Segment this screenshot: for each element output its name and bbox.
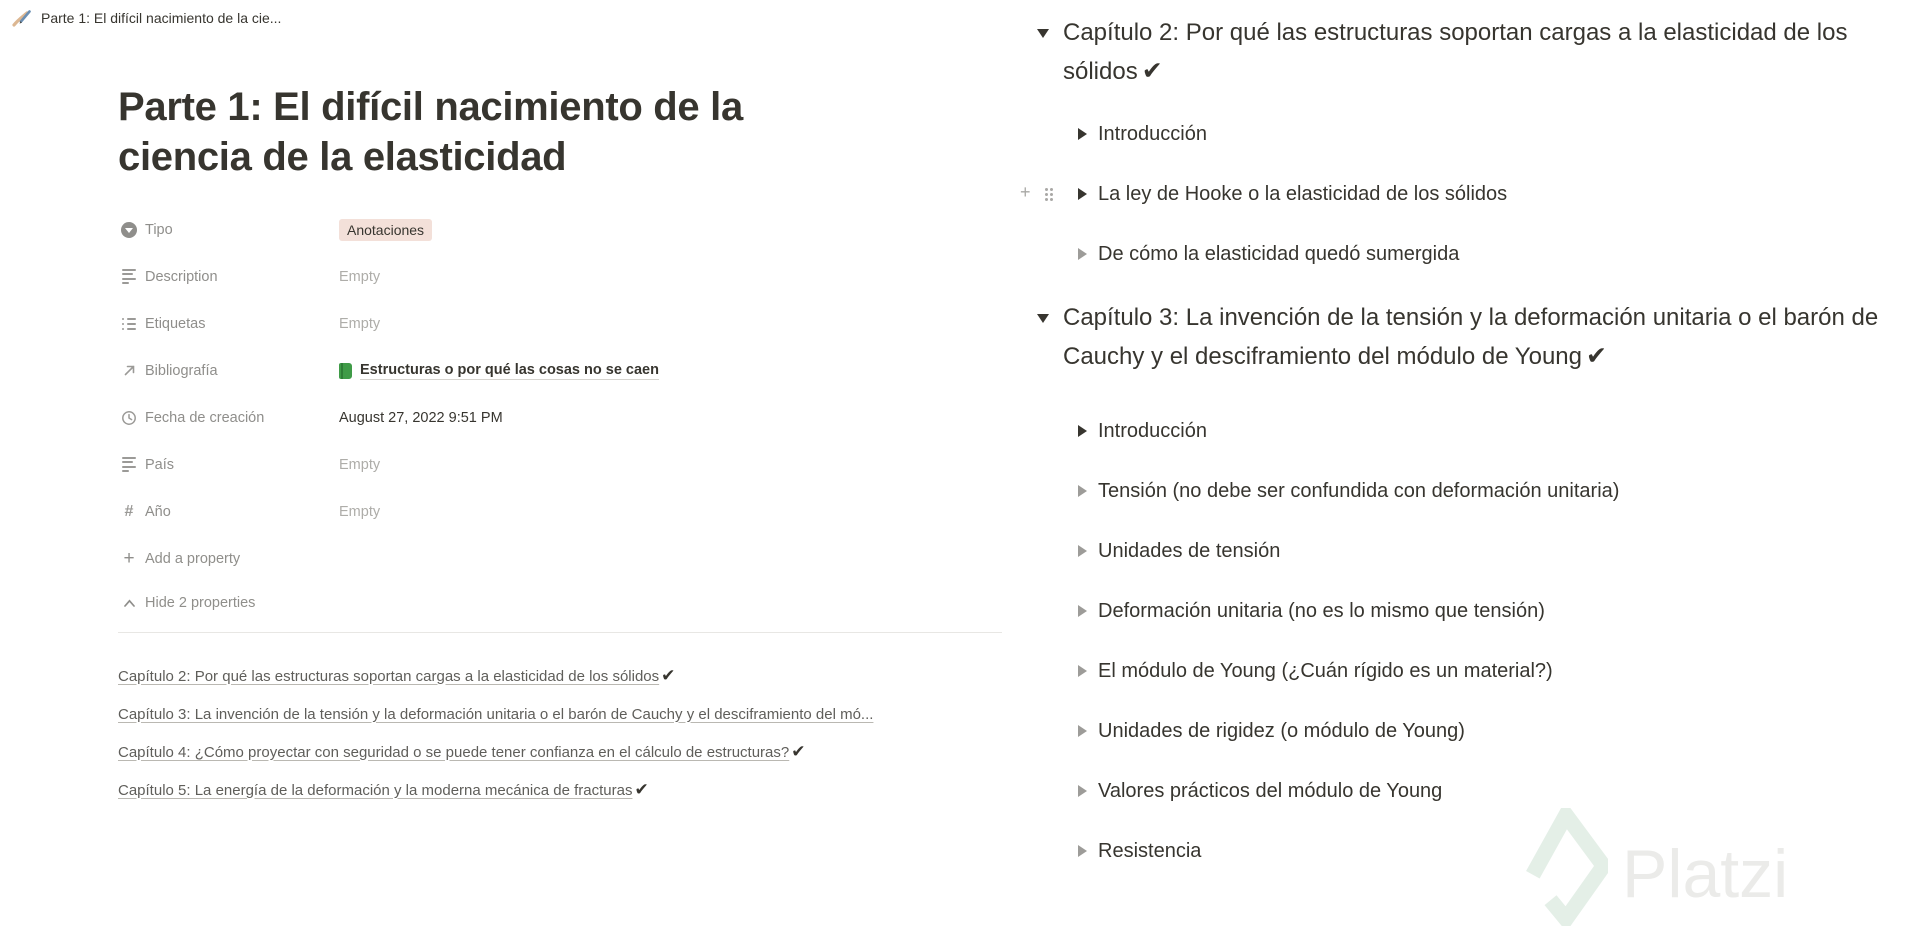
property-value[interactable] bbox=[339, 219, 432, 241]
platzi-watermark bbox=[1524, 808, 1788, 926]
bibliography-page-link[interactable]: Estructuras o por qué las cosas no se caen bbox=[360, 361, 659, 378]
outline-item bbox=[1078, 536, 1898, 566]
text-icon bbox=[120, 456, 138, 474]
toggle-right-icon[interactable] bbox=[1078, 665, 1087, 677]
property-row[interactable] bbox=[118, 347, 1008, 394]
list-icon bbox=[120, 315, 138, 333]
property-value[interactable]: Empty bbox=[339, 456, 381, 473]
chapter-page-link[interactable]: Capítulo 5: La energía de la deformación y la moderna mecánica de fracturas bbox=[118, 781, 633, 799]
add-block-button[interactable]: + bbox=[1020, 182, 1031, 202]
check-icon: ✔ bbox=[661, 666, 676, 686]
property-value[interactable] bbox=[339, 362, 659, 380]
outline-item bbox=[1078, 656, 1898, 686]
drag-handle-icon[interactable] bbox=[1045, 188, 1048, 191]
outline-item-text[interactable]: Unidades de tensión bbox=[1098, 539, 1281, 562]
property-row[interactable] bbox=[118, 441, 1008, 488]
property-value[interactable]: Empty bbox=[339, 268, 381, 285]
chapter-link-row bbox=[118, 657, 1008, 695]
chapter-link-row bbox=[118, 771, 1008, 809]
property-value[interactable]: August 27, 2022 9:51 PM bbox=[339, 409, 503, 426]
outline-item bbox=[1078, 596, 1898, 626]
outline-panel bbox=[1020, 0, 1898, 896]
property-row[interactable] bbox=[118, 394, 1008, 441]
chapter-page-link[interactable]: Capítulo 2: Por qué las estructuras soportan cargas a la elasticidad de los sólidos bbox=[118, 667, 660, 685]
toggle-down-icon[interactable] bbox=[1037, 314, 1049, 323]
outline-item-text[interactable]: De cómo la elasticidad quedó sumergida bbox=[1098, 242, 1460, 265]
toggle-right-icon[interactable] bbox=[1078, 605, 1087, 617]
outline-heading-text[interactable]: Capítulo 2: Por qué las estructuras soportan cargas a la elasticidad de los sólidos ✔ bbox=[1063, 19, 1848, 85]
check-icon: ✔ bbox=[791, 742, 806, 762]
chapter-link-row bbox=[118, 695, 1008, 733]
outline-item-text[interactable]: La ley de Hooke o la elasticidad de los sólidos bbox=[1098, 182, 1508, 205]
outline-item bbox=[1078, 716, 1898, 746]
property-label[interactable]: Año bbox=[145, 503, 171, 520]
property-value[interactable]: Empty bbox=[339, 315, 381, 332]
writing-hand-icon bbox=[12, 9, 32, 27]
chapter-link-list bbox=[118, 657, 1008, 809]
outline-item bbox=[1020, 179, 1898, 209]
chapter-page-link[interactable]: Capítulo 4: ¿Cómo proyectar con seguridad o se puede tener confianza en el cálculo de estructuras? bbox=[118, 743, 790, 761]
outline-chapter-heading bbox=[1036, 299, 1898, 376]
property-label[interactable]: Fecha de creación bbox=[145, 409, 265, 426]
platzi-wordmark: Platzi bbox=[1622, 836, 1789, 912]
toggle-right-icon[interactable] bbox=[1078, 845, 1087, 857]
outline-item bbox=[1078, 776, 1898, 806]
add-property-button[interactable]: + Add a property bbox=[118, 535, 1008, 582]
outline-item-text[interactable]: Unidades de rigidez (o módulo de Young) bbox=[1098, 719, 1465, 742]
outline-item-text[interactable]: Resistencia bbox=[1098, 839, 1202, 862]
check-icon: ✔ bbox=[1141, 56, 1163, 85]
property-row[interactable] bbox=[118, 206, 1008, 253]
property-label[interactable]: Tipo bbox=[145, 221, 173, 238]
outline-item-text[interactable]: Introducción bbox=[1098, 419, 1207, 442]
property-label[interactable]: Bibliografía bbox=[145, 362, 218, 379]
outline-item bbox=[1078, 239, 1898, 269]
tag-badge[interactable]: Anotaciones bbox=[339, 219, 432, 241]
property-list bbox=[118, 206, 1008, 535]
book-icon bbox=[339, 363, 352, 379]
property-label[interactable]: País bbox=[145, 456, 175, 473]
toggle-down-icon[interactable] bbox=[1037, 29, 1049, 38]
outline-item-text[interactable]: El módulo de Young (¿Cuán rígido es un material?) bbox=[1098, 659, 1553, 682]
outline-chapter-heading bbox=[1036, 14, 1898, 91]
platzi-logo-icon bbox=[1524, 808, 1608, 926]
breadcrumb[interactable] bbox=[12, 6, 281, 30]
page-title[interactable]: Parte 1: El difícil nacimiento de la ciencia de la elasticidad bbox=[118, 85, 743, 179]
clock-icon bbox=[120, 409, 138, 427]
outline-item-text[interactable]: Deformación unitaria (no es lo mismo que tensión) bbox=[1098, 599, 1545, 622]
toggle-right-icon[interactable] bbox=[1078, 485, 1087, 497]
toggle-right-icon[interactable] bbox=[1078, 785, 1087, 797]
toggle-right-icon[interactable] bbox=[1078, 725, 1087, 737]
property-value[interactable]: Empty bbox=[339, 503, 381, 520]
plus-icon: + bbox=[123, 547, 135, 569]
select-icon bbox=[120, 221, 138, 239]
property-label[interactable]: Description bbox=[145, 268, 218, 285]
divider bbox=[118, 632, 1002, 633]
arrow-up-right-icon bbox=[120, 362, 138, 380]
outline-item-text[interactable]: Introducción bbox=[1098, 122, 1207, 145]
toggle-right-icon[interactable] bbox=[1078, 248, 1087, 260]
toggle-right-icon[interactable] bbox=[1078, 425, 1087, 437]
outline-item bbox=[1078, 416, 1898, 446]
text-icon bbox=[120, 268, 138, 286]
check-icon: ✔ bbox=[1586, 341, 1607, 370]
outline-heading-text[interactable]: Capítulo 3: La invención de la tensión y la deformación unitaria o el barón de Cauchy y el desciframiento del módulo de Young ✔ bbox=[1063, 304, 1879, 370]
chapter-page-link[interactable]: Capítulo 3: La invención de la tensión y la deformación unitaria o el barón de Cauchy y el desciframiento del mó... bbox=[118, 705, 874, 723]
property-row[interactable] bbox=[118, 253, 1008, 300]
property-row[interactable] bbox=[118, 488, 1008, 535]
property-label[interactable]: Etiquetas bbox=[145, 315, 206, 332]
page-body bbox=[118, 60, 1008, 809]
toggle-right-icon[interactable] bbox=[1078, 545, 1087, 557]
breadcrumb-title[interactable]: Parte 1: El difícil nacimiento de la cie... bbox=[41, 10, 282, 26]
property-row[interactable] bbox=[118, 300, 1008, 347]
outline-item-text[interactable]: Tensión (no debe ser confundida con deformación unitaria) bbox=[1098, 479, 1620, 502]
outline-item-text[interactable]: Valores prácticos del módulo de Young bbox=[1098, 779, 1443, 802]
hash-icon: # bbox=[124, 502, 134, 520]
chapter-link-row bbox=[118, 733, 1008, 771]
outline-item bbox=[1078, 119, 1898, 149]
toggle-right-icon[interactable] bbox=[1078, 188, 1087, 200]
chevron-up-icon bbox=[120, 594, 138, 612]
check-icon: ✔ bbox=[634, 780, 649, 800]
hide-properties-button[interactable]: Hide 2 properties bbox=[118, 582, 1008, 624]
toggle-right-icon[interactable] bbox=[1078, 128, 1087, 140]
outline-item bbox=[1078, 476, 1898, 506]
